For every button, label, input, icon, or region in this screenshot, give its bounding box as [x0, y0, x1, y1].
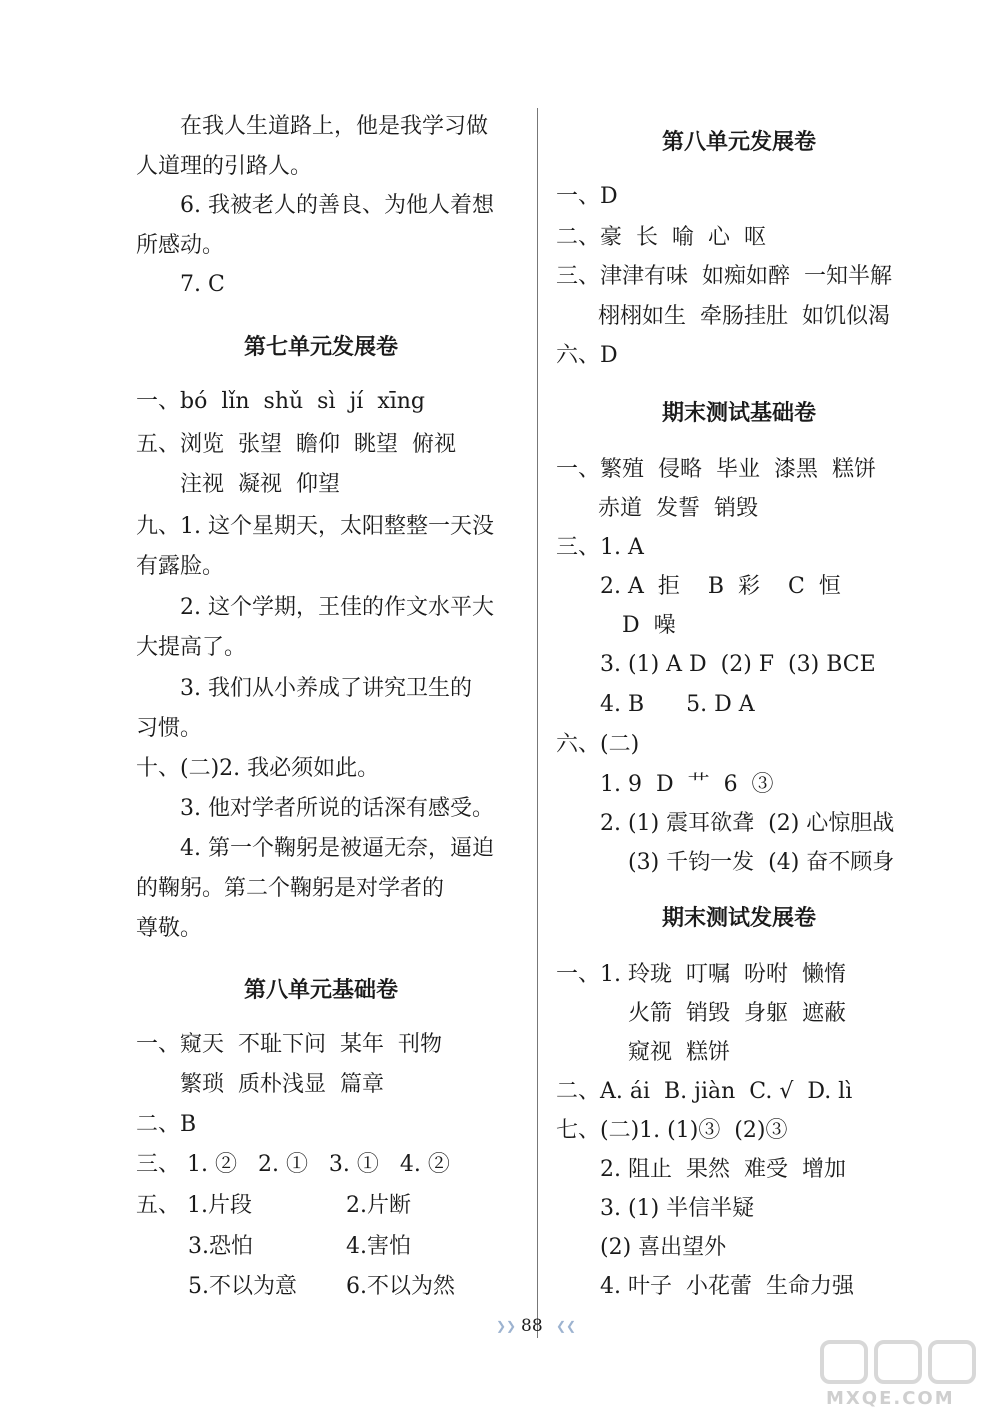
answer-line: 2. 这个学期，王佳的作文水平大 — [180, 595, 494, 620]
answer-line: 有露脸。 — [136, 554, 225, 579]
answer-line: 窥视 糕饼 — [628, 1040, 730, 1065]
answer-line: 3. 他对学者所说的话深有感受。 — [180, 796, 494, 821]
answer-line: 二、豪 长 喻 心 呕 — [556, 225, 766, 250]
answer-line: 3. (1) A D (2) F (3) BCE — [600, 652, 876, 677]
answer-line: 1. 9 D 艹 6 ③ — [600, 772, 774, 797]
answer-line: 二、A. ái B. jiàn C. √ D. lì — [556, 1079, 853, 1104]
answer-line: 一、bó lǐn shǔ sì jí xīng — [136, 389, 426, 414]
answer-line: 4.害怕 — [346, 1234, 411, 1259]
page-ornament-right-icon: ❮❮ — [556, 1319, 577, 1333]
answer-line: 6.不以为然 — [346, 1274, 455, 1299]
answer-line: 注视 凝视 仰望 — [180, 472, 340, 497]
answer-line: 一、繁殖 侵略 毕业 漆黑 糕饼 — [556, 457, 876, 482]
page-number: 88 — [521, 1316, 543, 1336]
answer-line: 三、 1. ② 2. ① 3. ① 4. ② — [136, 1152, 450, 1177]
answer-line: 人道理的引路人。 — [136, 154, 313, 179]
answer-line: 尊敬。 — [136, 916, 203, 941]
answer-line: 赤道 发誓 销毁 — [598, 496, 758, 521]
answer-line: 习惯。 — [136, 716, 203, 741]
answer-line: (2) 喜出望外 — [600, 1235, 727, 1260]
answer-line: 2.片断 — [346, 1193, 411, 1218]
answer-line: 六、D — [556, 343, 618, 368]
section-heading: 期末测试发展卷 — [662, 905, 817, 931]
answer-line: 繁琐 质朴浅显 篇章 — [180, 1072, 384, 1097]
page-ornament-left-icon: ❯❯ — [496, 1319, 517, 1333]
answer-line: 3.恐怕 — [188, 1234, 253, 1259]
answer-line: 4. 第一个鞠躬是被逼无奈，逼迫 — [180, 836, 494, 861]
answer-line: 五、 1.片段 — [136, 1193, 252, 1218]
answer-line: 三、1. A — [556, 535, 644, 560]
answer-line: 九、1. 这个星期天，太阳整整一天没 — [136, 514, 494, 539]
answer-line: 6. 我被老人的善良、为他人着想 — [180, 193, 494, 218]
answer-line: 栩栩如生 牵肠挂肚 如饥似渴 — [598, 304, 890, 329]
answer-line: (3) 千钧一发 (4) 奋不顾身 — [628, 850, 895, 875]
answer-line: 2. 阻止 果然 难受 增加 — [600, 1157, 846, 1182]
answer-line: 的鞠躬。第二个鞠躬是对学者的 — [136, 876, 445, 901]
answer-line: 4. B 5. D A — [600, 692, 755, 717]
answer-line: 2. (1) 震耳欲聋 (2) 心惊胆战 — [600, 811, 895, 836]
column-divider — [537, 108, 538, 1338]
answer-line: 十、(二)2. 我必须如此。 — [136, 756, 380, 781]
answer-line: 一、1. 玲珑 叮嘱 吩咐 懒惰 — [556, 962, 846, 987]
answer-line: 七、(二)1. (1)③ (2)③ — [556, 1118, 788, 1143]
answer-line: 五、浏览 张望 瞻仰 眺望 俯视 — [136, 432, 456, 457]
answer-line: 3. (1) 半信半疑 — [600, 1196, 755, 1221]
answer-line: 火箭 销毁 身躯 遮蔽 — [628, 1001, 846, 1026]
answer-line: 7. C — [180, 272, 225, 297]
answer-line: 在我人生道路上，他是我学习做 — [180, 114, 489, 139]
answer-line: 三、津津有味 如痴如醉 一知半解 — [556, 264, 892, 289]
section-heading: 第八单元发展卷 — [662, 129, 817, 155]
answer-line: 二、B — [136, 1112, 197, 1137]
section-heading: 第八单元基础卷 — [244, 977, 399, 1003]
answer-line: 六、(二) — [556, 732, 640, 757]
answer-line: 大提高了。 — [136, 635, 247, 660]
answer-line: 所感动。 — [136, 233, 225, 258]
answer-line: 一、窥天 不耻下问 某年 刊物 — [136, 1032, 442, 1057]
section-heading: 第七单元发展卷 — [244, 334, 399, 360]
answer-line: 一、D — [556, 184, 618, 209]
section-heading: 期末测试基础卷 — [662, 400, 817, 426]
answer-line: D 噪 — [622, 613, 676, 638]
answer-line: 3. 我们从小养成了讲究卫生的 — [180, 676, 472, 701]
answer-line: 2. A 拒 B 彩 C 恒 — [600, 574, 841, 599]
answer-line: 5.不以为意 — [188, 1274, 297, 1299]
answer-line: 4. 叶子 小花蕾 生命力强 — [600, 1274, 854, 1299]
watermark-text: MXQE.COM — [826, 1388, 955, 1409]
